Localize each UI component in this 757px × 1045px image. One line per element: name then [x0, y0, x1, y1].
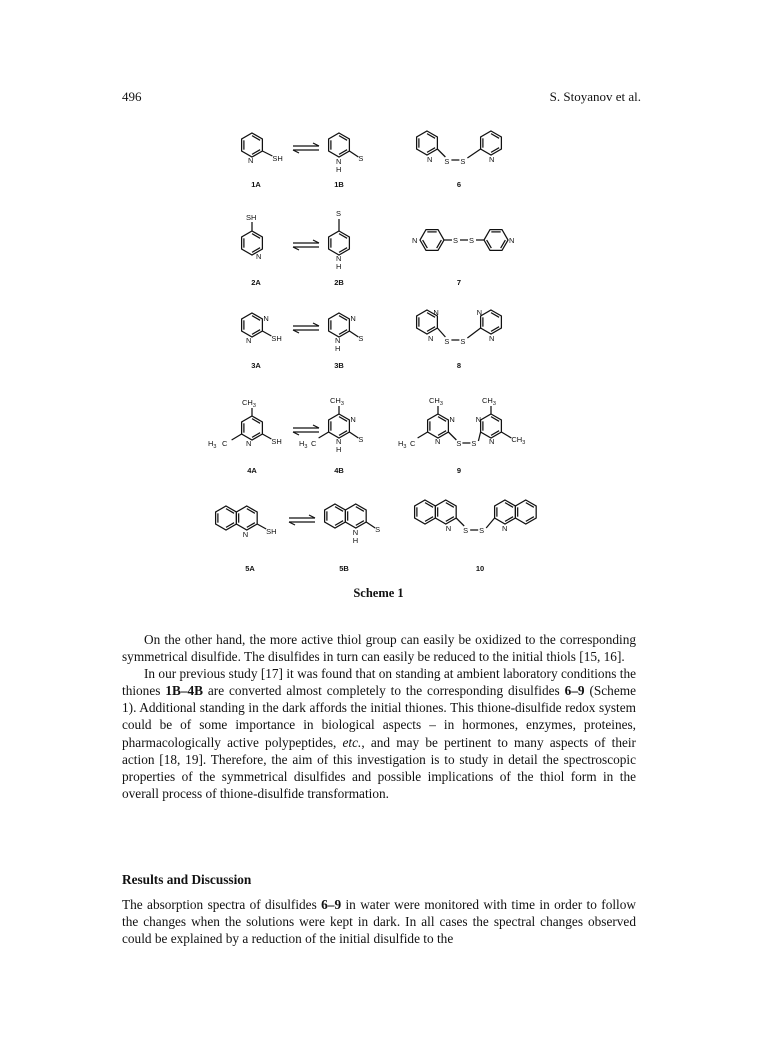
- scheme-caption: Scheme 1: [353, 586, 404, 600]
- nitrogen-label: N: [427, 155, 433, 164]
- pyrimidine-ring-4a: [242, 416, 263, 440]
- pyridinethione-ring-2b: [329, 231, 350, 255]
- bond: [456, 518, 464, 526]
- nitrogen-label: N: [475, 415, 482, 424]
- methyl-label: $H_3$: [208, 439, 217, 450]
- pyridine-ring-6b: [481, 131, 502, 155]
- scheme-1-structures: [0, 110, 757, 580]
- nitrogen-label: N: [489, 155, 495, 164]
- nitrogen-label: N: [489, 334, 495, 343]
- nitrogen-label: N: [433, 308, 439, 317]
- methyl-label: $CH_3$: [429, 396, 443, 407]
- bond: [501, 432, 511, 438]
- hydrogen-label: H: [336, 262, 342, 271]
- sulfur-label: S: [358, 435, 364, 444]
- nitrogen-label: N: [412, 236, 418, 245]
- sulfur-label: S: [460, 337, 466, 346]
- compound-label-3b: 3B: [334, 361, 344, 370]
- bond: [319, 432, 329, 438]
- pyrimidinethione-ring-4b: [329, 414, 350, 438]
- methyl-label: $CH_3$: [511, 435, 526, 446]
- hydrogen-label: H: [336, 165, 342, 174]
- benzo-ring-10b: [515, 500, 536, 524]
- bond: [349, 151, 358, 157]
- pyridinethione-ring-5b: [345, 504, 366, 528]
- paragraph-2: In our previous study [17] it was found that on standing at ambient laboratory conditions the thiones 1B–4B are converted almost completely to the corresponding disulfides 6–9 (Scheme 1). Additional standing in the dark affords the initial thiones. This thione-disulfide redox system could be of some importance in biological aspects – in hormones, enzymes, proteines, pharmacologically active polypeptides, etc., and may be pertinent to many aspects of their action [18, 19]. Therefore, the aim of this investigation is to study in detail the spectroscopic properties of the symmetrical disulfides and possible implications of the thiol form in the overall process of thione-disulfide transformation.: [122, 666, 636, 801]
- benzo-ring-5a: [216, 506, 237, 530]
- pyridinethione-ring-1b: [329, 133, 350, 157]
- methyl-label: $CH_3$: [482, 396, 496, 407]
- pyrimidinethione-ring-3b: [329, 313, 350, 337]
- thiol-label: SH: [246, 213, 257, 222]
- thiol-label: SH: [271, 334, 282, 343]
- hydrogen-label: H: [352, 536, 359, 545]
- bond: [437, 149, 445, 157]
- nitrogen-label: N: [335, 336, 341, 345]
- bond: [467, 149, 480, 158]
- bond: [349, 432, 358, 438]
- sulfur-label: S: [469, 236, 475, 245]
- nitrogen-label: N: [476, 308, 483, 317]
- nitrogen-label: N: [350, 415, 356, 424]
- nitrogen-label: N: [246, 439, 252, 448]
- sulfur-label: S: [336, 209, 342, 218]
- pyridine-ring-10b: [495, 500, 516, 524]
- pyridine-ring-7b: [484, 230, 508, 251]
- sulfur-label: S: [463, 526, 469, 535]
- nitrogen-label: N: [350, 314, 356, 323]
- sulfur-label: S: [453, 236, 459, 245]
- body-text-lower: [122, 896, 636, 947]
- nitrogen-label: N: [509, 236, 515, 245]
- compound-label-5b: 5B: [339, 564, 349, 573]
- nitrogen-label: N: [263, 314, 269, 323]
- nitrogen-label: N: [352, 528, 359, 537]
- sulfur-label: S: [471, 439, 477, 448]
- nitrogen-label: N: [336, 254, 342, 263]
- bond: [437, 328, 445, 337]
- paragraph-1: On the other hand, the more active thiol group can easily be oxidized to the corresponding symmetrical disulfide. The disulfides in turn can easily be reduced to the initial thiols [15, 16].: [122, 632, 636, 665]
- compound-label-2a: 2A: [251, 278, 261, 287]
- nitrogen-label: N: [248, 156, 254, 165]
- compound-label-6: 6: [456, 180, 462, 189]
- nitrogen-label: N: [336, 437, 342, 446]
- compound-ref-6-9-second: 6–9: [321, 897, 342, 912]
- nitrogen-label: N: [428, 334, 434, 343]
- bond: [448, 432, 456, 440]
- thiol-label: SH: [271, 437, 282, 446]
- hydrogen-label: H: [336, 445, 342, 454]
- compound-label-4b: 4B: [334, 466, 344, 475]
- section-heading: Results and Discussion: [122, 872, 252, 887]
- nitrogen-label: N: [256, 252, 262, 261]
- paragraph-3: The absorption spectra of disulfides 6–9 in water were monitored with time in order to follow the changes when the solutions were kept in dark. In all cases the spectral changes observed could be explained by a reduction of the initial disulfide to the: [122, 897, 636, 947]
- page-number: 496: [122, 89, 142, 104]
- methyl-label: $H_3$: [398, 439, 407, 450]
- pyridine-ring-5a: [236, 506, 257, 530]
- carbon-label: C: [222, 439, 228, 448]
- running-head: S. Stoyanov et al.: [549, 89, 641, 104]
- bond: [478, 432, 480, 441]
- compound-label-1a: 1A: [251, 180, 261, 189]
- pyridine-ring-1a: [242, 133, 263, 157]
- pyrimidine-ring-3a: [242, 313, 263, 337]
- bond: [366, 522, 375, 528]
- bond: [486, 518, 494, 528]
- compound-label-4a: 4A: [247, 466, 257, 475]
- compound-ref-6-9: 6–9: [564, 683, 585, 699]
- pyridine-ring-10a: [435, 500, 456, 524]
- bond: [257, 524, 266, 529]
- methyl-label: $CH_3$: [242, 398, 256, 409]
- sulfur-label: S: [358, 334, 364, 343]
- compound-label-8: 8: [456, 361, 462, 370]
- sulfur-label: S: [375, 525, 381, 534]
- nitrogen-label: N: [502, 524, 508, 533]
- thiol-label: SH: [272, 154, 283, 163]
- bond: [467, 328, 480, 338]
- compound-label-5a: 5A: [245, 564, 255, 573]
- carbon-label: C: [311, 439, 317, 448]
- carbon-label: C: [410, 439, 416, 448]
- sulfur-label: S: [460, 157, 466, 166]
- hydrogen-label: H: [335, 344, 341, 353]
- bond: [262, 151, 272, 156]
- nitrogen-label: N: [449, 415, 455, 424]
- pyridine-ring-6a: [417, 131, 438, 155]
- sulfur-label: S: [456, 439, 462, 448]
- methyl-label: $CH_3$: [330, 396, 344, 407]
- nitrogen-label: N: [246, 336, 252, 345]
- compound-label-1b: 1B: [334, 180, 344, 189]
- compound-label-10: 10: [475, 564, 485, 573]
- sulfur-label: S: [444, 157, 450, 166]
- nitrogen-label: N: [445, 524, 452, 533]
- bond: [262, 434, 271, 439]
- compound-label-3a: 3A: [251, 361, 261, 370]
- bond: [232, 434, 242, 440]
- compound-label-9: 9: [456, 466, 462, 475]
- sulfur-label: S: [479, 526, 485, 535]
- methyl-label: $H_3$: [299, 439, 308, 450]
- thiol-label: SH: [266, 527, 277, 536]
- pyrimidine-ring-8b: [481, 310, 502, 334]
- bond: [262, 331, 271, 336]
- sulfur-label: S: [444, 337, 450, 346]
- benzo-ring-5b: [325, 504, 346, 528]
- compound-label-7: 7: [456, 278, 462, 287]
- nitrogen-label: N: [242, 530, 249, 539]
- pyrimidine-ring-9b: [481, 414, 502, 438]
- bond: [418, 432, 428, 438]
- compound-ref-1b-4b: 1B–4B: [165, 683, 203, 699]
- pyridine-ring-7a: [420, 230, 444, 251]
- bond: [349, 331, 358, 337]
- compound-label-2b: 2B: [334, 278, 344, 287]
- benzo-ring-10a: [415, 500, 436, 524]
- sulfur-label: S: [358, 154, 364, 163]
- body-text-upper: [122, 631, 636, 802]
- nitrogen-label: N: [435, 437, 441, 446]
- nitrogen-label: N: [336, 157, 342, 166]
- nitrogen-label: N: [489, 437, 495, 446]
- pyrimidine-ring-9a: [428, 414, 449, 438]
